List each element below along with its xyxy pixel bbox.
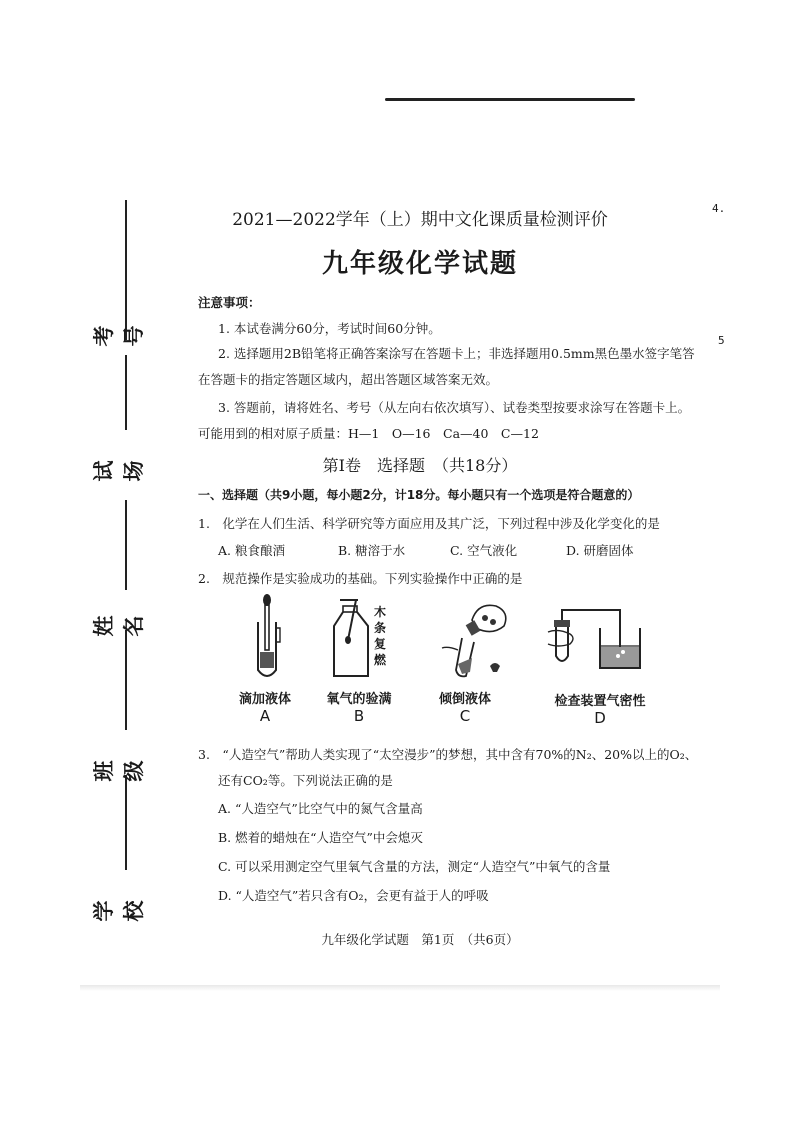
notice-item: 3. 答题前，请将姓名、考号（从左向右依次填写）、试卷类型按要求涂写在答题卡上。 [218,400,691,415]
figure-d-airtightness-check [548,604,648,674]
school-label: 学校 [92,898,146,922]
notice-item: 在答题卡的指定答题区域内，超出答题区域答案无效。 [198,372,499,387]
section-title: 第Ⅰ卷 选择题 （共18分） [322,456,518,475]
question-3-stem-line-2: 还有CO₂等。下列说法正确的是 [218,773,393,788]
figure-b-caption: 氧气的验满 [326,692,392,707]
section-instruction: 一、选择题（共9小题，每小题2分，计18分。每小题只有一个选项是符合题意的） [198,488,640,502]
name-label: 姓名 [92,613,146,637]
notice-item: 2. 选择题用2B铅笔将正确答案涂写在答题卡上；非选择题用0.5mm黑色墨水签字笔答 [218,346,695,361]
binding-line-2 [125,355,127,430]
figure-b-oxygen-check [330,598,375,680]
exam-number-label: 考号 [92,323,146,347]
question-2-stem: 2. 规范操作是实验成功的基础。下列实验操作中正确的是 [198,571,523,586]
option-c: C. 空气液化 [450,543,518,558]
figure-b-letter: B [353,707,365,725]
figure-c-caption: 倾倒液体 [438,692,491,707]
binding-line-5 [125,775,127,870]
option-b: B. 糖溶于水 [338,543,406,558]
question-1-stem: 1. 化学在人们生活、科学研究等方面应用及其广泛，下列过程中涉及化学变化的是 [198,516,660,531]
notice-item: 1. 本试卷满分60分，考试时间60分钟。 [218,321,441,336]
figure-a-caption: 滴加液体 [238,692,291,707]
main-title: 九年级化学试题 [321,249,518,279]
exam-title: 2021—2022学年（上）期中文化课质量检测评价 [232,210,608,230]
figure-a-dropping-liquid [240,592,300,682]
figure-d-letter: D [594,709,606,727]
margin-number: 4. [712,202,726,215]
option-d: D. 研磨固体 [566,543,634,558]
figure-a-letter: A [259,707,271,725]
exam-room-label: 试场 [92,458,146,482]
page-footer: 九年级化学试题 第1页 （共6页） [321,932,519,947]
figure-d-caption: 检查装置气密性 [554,694,646,709]
scan-top-rule [385,98,635,101]
question-1-options [0,541,794,561]
notice-heading: 注意事项： [198,295,261,310]
scan-bottom-edge [80,985,720,991]
question-3-option-a: A. “人造空气”比空气中的氮气含量高 [218,801,423,816]
figure-b-side-text: 木 条 复 燃 [373,605,386,667]
binding-line-4 [125,630,127,730]
figure-c-letter: C [459,707,471,725]
question-3-option-b: B. 燃着的蜡烛在“人造空气”中会熄灭 [218,830,423,845]
question-3-option-d: D. “人造空气”若只含有O₂，会更有益于人的呼吸 [218,888,489,903]
figure-c-pouring-liquid [430,598,515,683]
question-3-option-c: C. 可以采用测定空气里氧气含量的方法，测定“人造空气”中氧气的含量 [218,859,611,874]
question-3-stem-line-1: 3. “人造空气”帮助人类实现了“太空漫步”的梦想，其中含有70%的N₂、20%以上的O₂、 [198,747,698,762]
atomic-masses: 可能用到的相对原子质量：H—1 O—16 Ca—40 C—12 [198,426,539,441]
class-label: 班级 [92,758,146,782]
margin-number: 5 [718,334,725,347]
option-a: A. 粮食酿酒 [218,543,285,558]
